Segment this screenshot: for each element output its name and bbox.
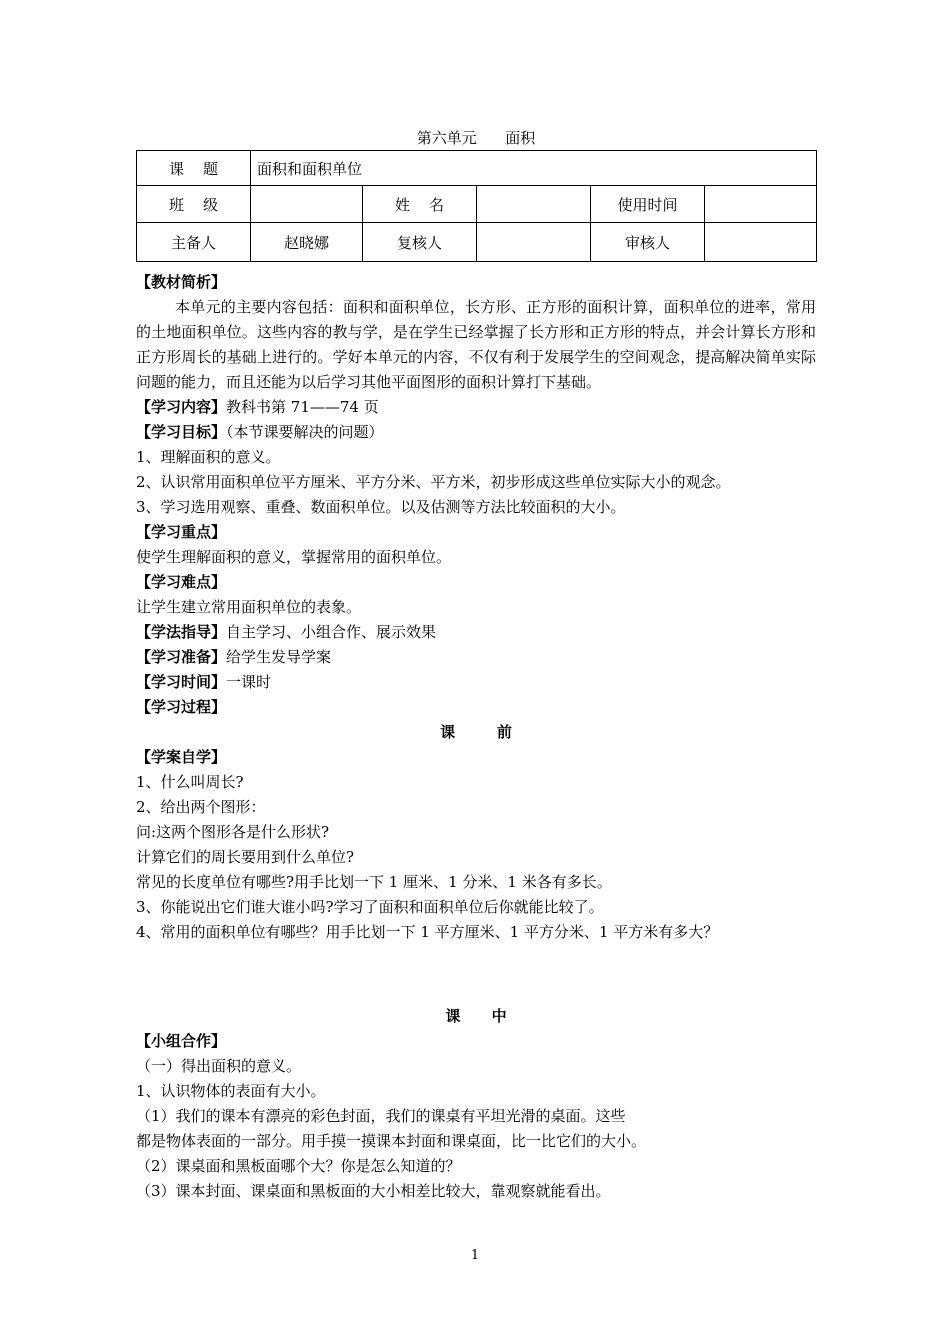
preparer-label: 主备人 [137, 223, 251, 262]
info-table [136, 150, 817, 262]
name-value [477, 186, 591, 223]
group-work-heading: 【小组合作】 [136, 1032, 227, 1050]
list-item: 2、给出两个图形： [136, 798, 266, 816]
topic-value: 面积和面积单位 [251, 151, 817, 186]
reviewer-label: 复核人 [363, 223, 477, 262]
content-heading: 【学习内容】 [136, 398, 227, 416]
process-heading: 【学习过程】 [136, 698, 227, 716]
list-item: 常见的长度单位有哪些?用手比划一下 1 厘米、1 分米、1 米各有多长。 [136, 873, 612, 891]
focus-text: 使学生理解面积的意义，掌握常用的面积单位。 [136, 548, 452, 566]
content-text: 教科书第 71——74 页 [226, 398, 379, 416]
intro-paragraph: 本单元的主要内容包括：面积和面积单位，长方形、正方形的面积计算，面积单位的进率，常用的土地面积单位。这些内容的教与学，是在学生已经掌握了长方形和正方形的特点，并会计算长方形和正方形周长的基础上进行的。学好本单元的内容，不仅有利于发展学生的空间观念，提高解决简单实际问题的能力，而且还能为以后学习其他平面图形的面积计算打下基础。 [136, 298, 816, 391]
list-item: 3、你能说出它们谁大谁小吗?学习了面积和面积单位后你就能比较了。 [136, 898, 604, 916]
class-value [251, 186, 363, 223]
doc-title: 第六单元 面积 [416, 129, 536, 147]
reviewer-value [477, 223, 591, 262]
list-item: 3、学习选用观察、重叠、数面积单位。以及估测等方法比较面积的大小。 [136, 498, 626, 516]
class-label: 班 级 [137, 186, 251, 223]
list-item: （1）我们的课本有漂亮的彩色封面，我们的课桌有平坦光滑的桌面。这些 [136, 1107, 626, 1125]
table-row [137, 151, 817, 186]
time-line [136, 670, 816, 695]
prep-text: 给学生发导学案 [226, 648, 332, 666]
before-class-title: 课 前 [440, 723, 512, 741]
list-item: 2、认识常用面积单位平方厘米、平方分米、平方米，初步形成这些单位实际大小的观念。 [136, 473, 731, 491]
prep-heading: 【学习准备】 [136, 648, 227, 666]
document-body [136, 270, 816, 1204]
topic-label: 课 题 [137, 151, 251, 186]
list-item: 计算它们的周长要用到什么单位? [136, 848, 355, 866]
spacer [136, 945, 816, 970]
goals-line [136, 420, 816, 445]
table-row [137, 186, 817, 223]
goals-note: （本节课要解决的问题） [226, 423, 384, 441]
list-item: 1、理解面积的意义。 [136, 448, 281, 466]
focus-heading: 【学习重点】 [136, 523, 227, 541]
list-item: （2）课桌面和黑板面哪个大？你是怎么知道的？ [136, 1157, 461, 1175]
difficulty-text: 让学生建立常用面积单位的表象。 [136, 598, 362, 616]
use-time-value [705, 186, 817, 223]
list-item: 4、常用的面积单位有哪些？用手比划一下 1 平方厘米、1 平方分米、1 平方米有多大？ [136, 923, 719, 941]
time-heading: 【学习时间】 [136, 673, 227, 691]
list-item: 都是物体表面的一部分。用手摸一摸课本封面和课桌面，比一比它们的大小。 [136, 1132, 647, 1150]
approver-label: 审核人 [591, 223, 705, 262]
self-study-heading: 【学案自学】 [136, 748, 227, 766]
list-item: 问:这两个图形各是什么形状? [136, 823, 330, 841]
method-line [136, 620, 816, 645]
method-text: 自主学习、小组合作、展示效果 [226, 623, 437, 641]
spacer [136, 970, 816, 1004]
content-line [136, 395, 816, 420]
approver-value [705, 223, 817, 262]
list-item: （一）得出面积的意义。 [136, 1057, 302, 1075]
prep-line [136, 645, 816, 670]
page-number: 1 [470, 1248, 480, 1263]
difficulty-heading: 【学习难点】 [136, 573, 227, 591]
method-heading: 【学法指导】 [136, 623, 227, 641]
preparer-value: 赵晓娜 [251, 223, 363, 262]
list-item: 1、什么叫周长? [136, 773, 244, 791]
list-item: 1、认识物体的表面有大小。 [136, 1082, 326, 1100]
use-time-label: 使用时间 [591, 186, 705, 223]
table-row [137, 223, 817, 262]
goals-heading: 【学习目标】 [136, 423, 227, 441]
list-item: （3）课本封面、课桌面和黑板面的大小相差比较大，靠观察就能看出。 [136, 1182, 611, 1200]
name-label: 姓 名 [363, 186, 477, 223]
during-class-title: 课 中 [445, 1007, 507, 1025]
time-text: 一课时 [226, 673, 272, 691]
intro-heading: 【教材简析】 [136, 273, 227, 291]
